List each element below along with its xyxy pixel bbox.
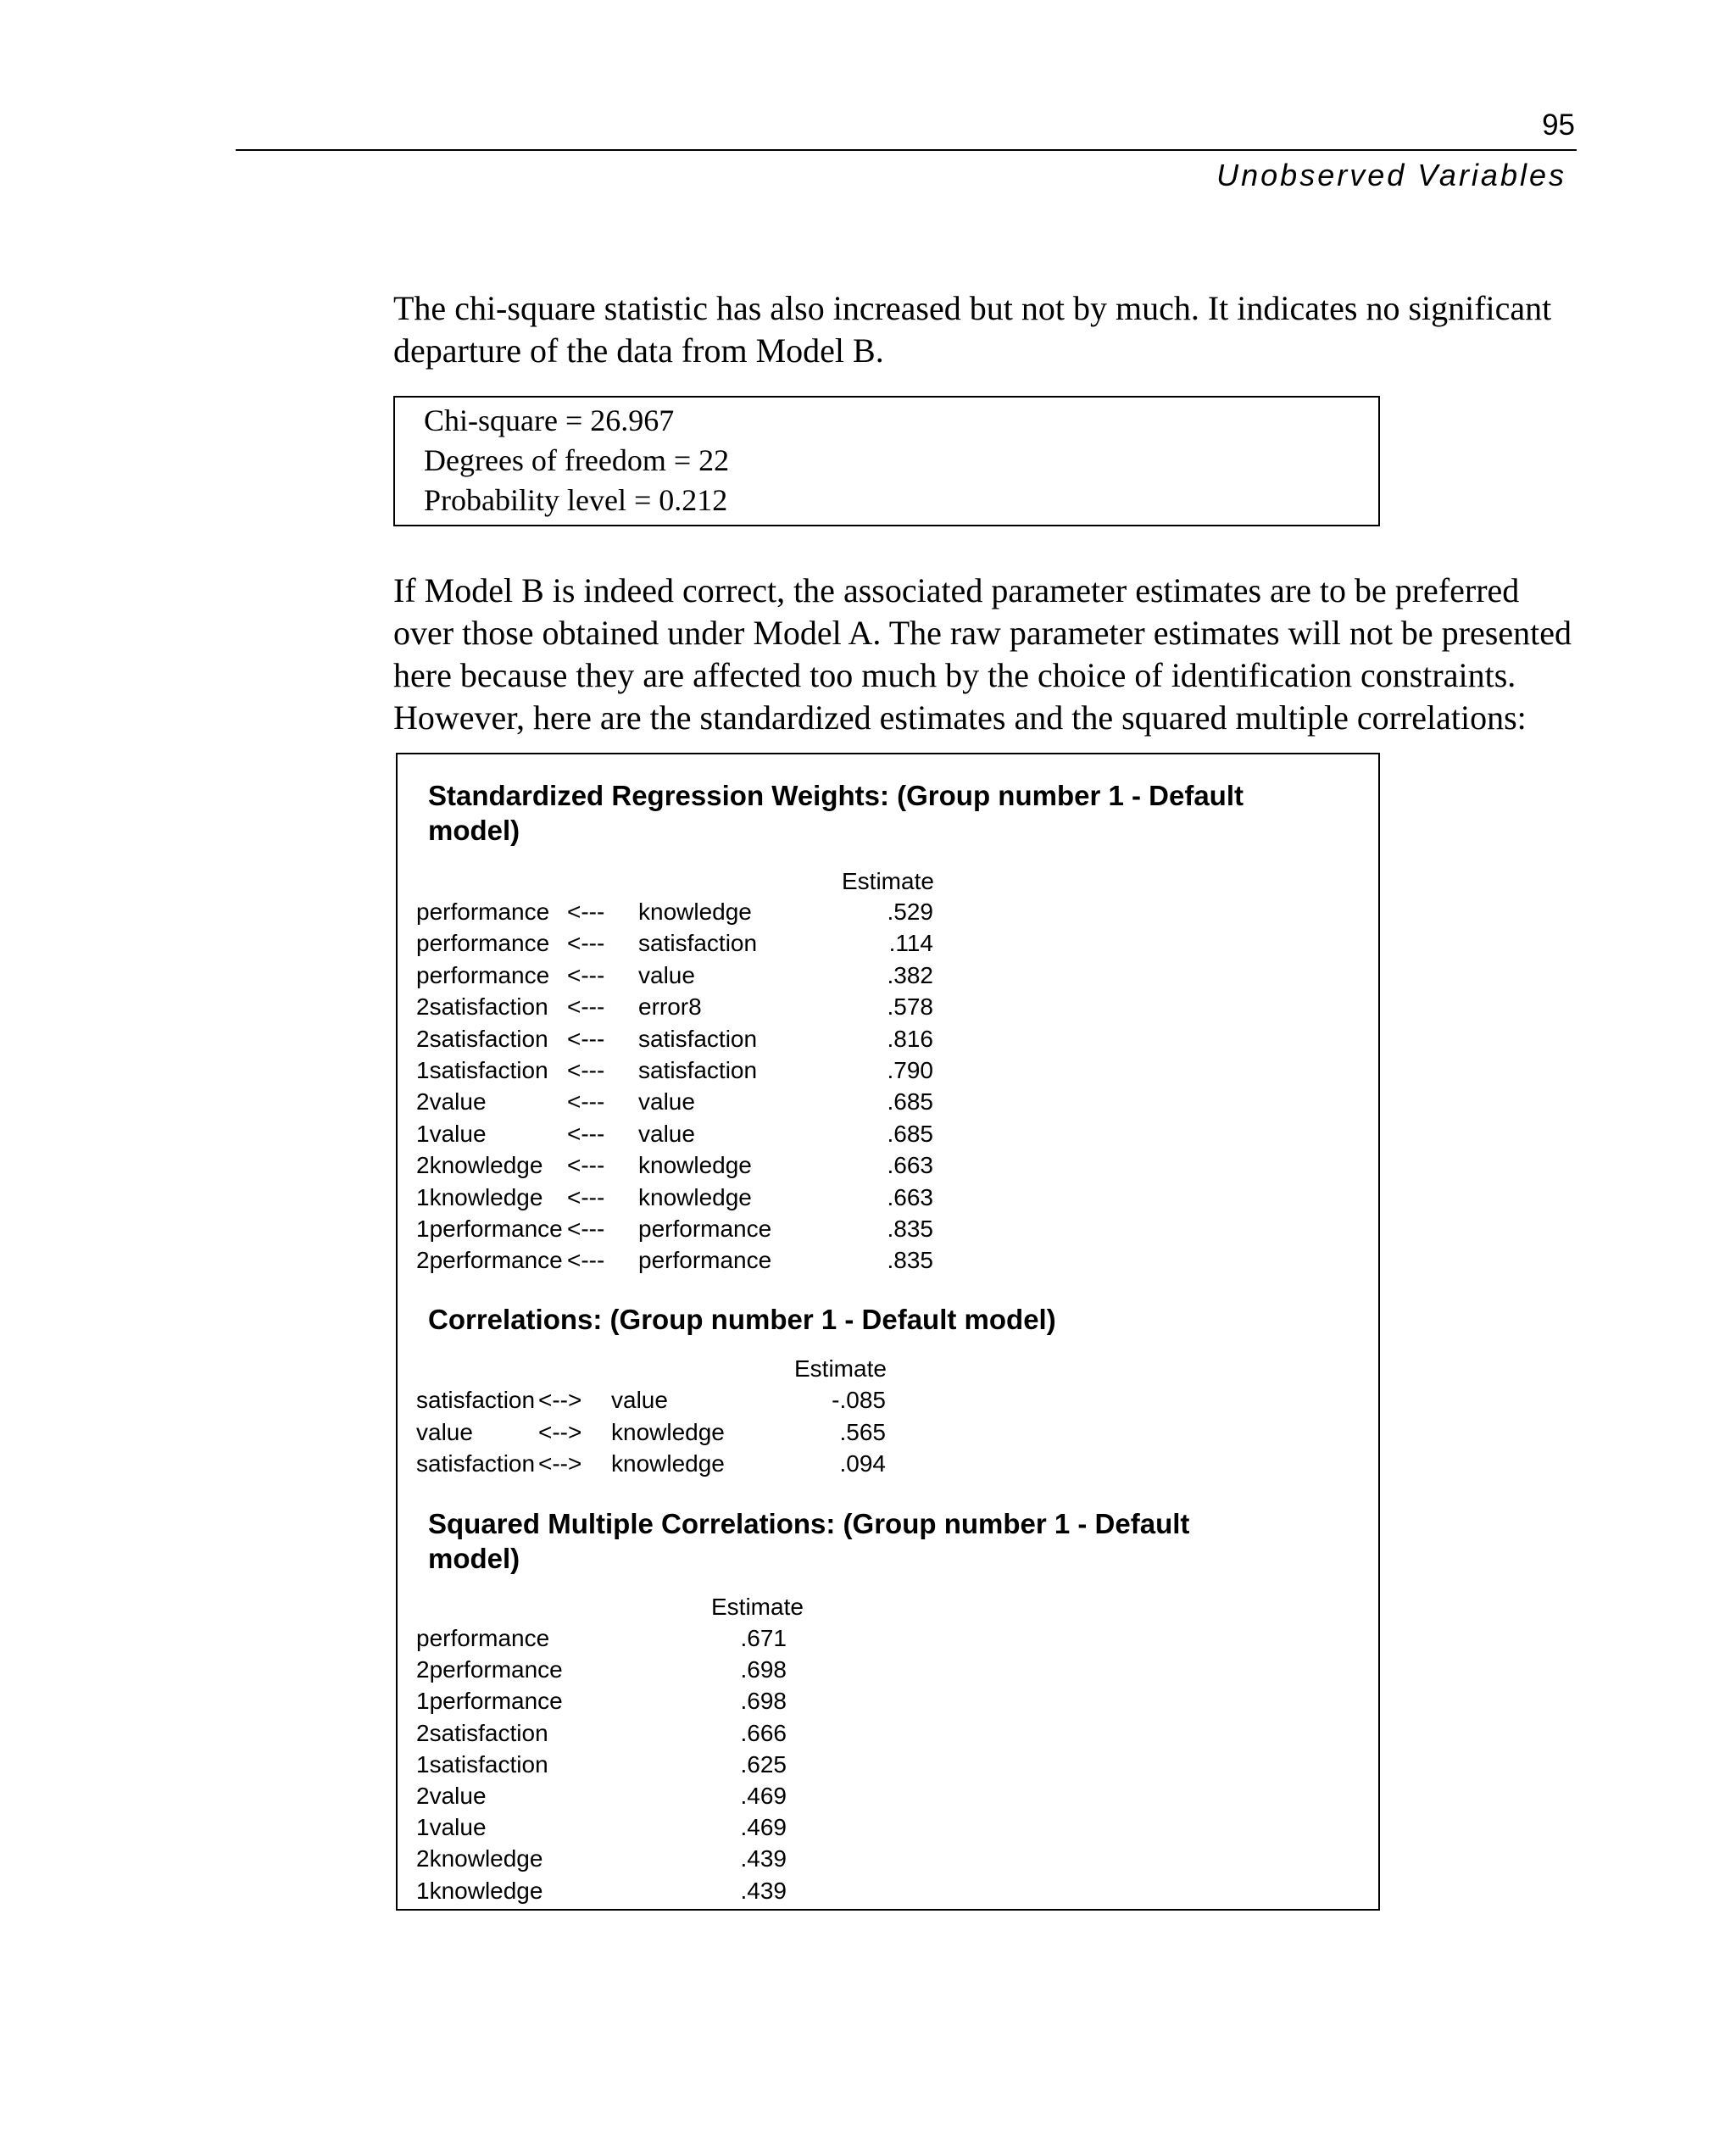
cell-dependent: 2satisfaction (416, 993, 548, 1021)
table-row (398, 1845, 1378, 1877)
regression-weights-title: Standardized Regression Weights: (Group number 1 - Default model) (428, 780, 1244, 846)
table-row (398, 1121, 1378, 1152)
cell-estimate: .685 (887, 1120, 933, 1147)
cell-estimate: .663 (887, 1183, 933, 1210)
cell-arrow: <--> (538, 1418, 582, 1445)
cell-predictor: performance (638, 1216, 772, 1242)
cell-predictor: performance (638, 1247, 772, 1274)
table-row (398, 899, 1378, 930)
paragraph-line: over those obtained under Model A. The raw parameter estimates will not be presented (393, 614, 1572, 652)
cell-estimate: .382 (887, 961, 933, 988)
running-title: Unobserved Variables (1216, 158, 1566, 192)
table-row (398, 1216, 1378, 1247)
cell-arrow: <--- (567, 1152, 605, 1179)
correlations-estimate-header: Estimate (794, 1355, 887, 1382)
table-row (398, 1026, 1378, 1057)
cell-variable: 2performance (416, 1656, 563, 1683)
cell-estimate: .469 (740, 1783, 787, 1809)
cell-estimate: .114 (888, 930, 933, 957)
cell-variable: 2knowledge (416, 1845, 543, 1872)
cell-var1: satisfaction (416, 1450, 536, 1477)
cell-dependent: performance (416, 961, 550, 988)
cell-dependent: 2value (416, 1088, 487, 1116)
paragraph-line: If Model B is indeed correct, the associated parameter estimates are to be preferred (393, 571, 1520, 609)
table-row (398, 930, 1378, 961)
cell-estimate: .666 (740, 1719, 787, 1746)
cell-predictor: satisfaction (638, 1057, 758, 1083)
cell-dependent: 2knowledge (416, 1152, 543, 1179)
cell-dependent: 2performance (416, 1247, 563, 1274)
table-row (398, 1878, 1378, 1909)
cell-estimate: .698 (740, 1688, 787, 1715)
cell-estimate: .671 (740, 1625, 787, 1651)
cell-predictor: knowledge (638, 1183, 752, 1210)
table-row (398, 1656, 1378, 1688)
cell-variable: 1value (416, 1814, 487, 1841)
table-row (398, 1057, 1378, 1088)
cell-dependent: 1performance (416, 1216, 563, 1242)
cell-dependent: 1value (416, 1120, 487, 1147)
table-row (398, 1450, 1378, 1482)
cell-estimate: .685 (887, 1088, 933, 1116)
table-row (398, 1152, 1378, 1183)
table-row (398, 1688, 1378, 1719)
cell-predictor: knowledge (638, 899, 752, 925)
cell-predictor: satisfaction (638, 930, 758, 957)
cell-dependent: performance (416, 899, 550, 925)
cell-var2: knowledge (611, 1418, 725, 1445)
cell-predictor: error8 (638, 993, 702, 1021)
cell-var2: value (611, 1387, 668, 1413)
cell-estimate: .816 (887, 1025, 933, 1052)
correlations-title: Correlations: (Group number 1 - Default model) (428, 1304, 1056, 1335)
cell-estimate: .835 (887, 1216, 933, 1242)
amos-output-box (396, 753, 1380, 1911)
cell-variable: 2satisfaction (416, 1719, 548, 1746)
cell-arrow: <--- (567, 993, 605, 1021)
cell-estimate: .094 (839, 1450, 886, 1477)
paragraph-line: The chi-square statistic has also increased but not by much. It indicates no significant (393, 289, 1552, 327)
cell-arrow: <--- (567, 899, 605, 925)
cell-arrow: <--- (567, 1120, 605, 1147)
cell-variable: 1performance (416, 1688, 563, 1715)
table-row (398, 1720, 1378, 1751)
cell-estimate: .578 (887, 993, 933, 1021)
estimates-paragraph (393, 570, 1580, 739)
header-rule (236, 149, 1577, 151)
cell-variable: 1knowledge (416, 1877, 543, 1904)
cell-arrow: <--- (567, 1183, 605, 1210)
chi-square-line: Chi-square = 26.967 (424, 403, 675, 437)
cell-dependent: 1knowledge (416, 1183, 543, 1210)
cell-predictor: value (638, 1088, 695, 1116)
cell-dependent: 2satisfaction (416, 1025, 548, 1052)
cell-variable: performance (416, 1625, 550, 1651)
smc-title: Squared Multiple Correlations: (Group number 1 - Default model) (428, 1508, 1190, 1574)
cell-var1: satisfaction (416, 1387, 536, 1413)
table-row (398, 1088, 1378, 1120)
paragraph-line: departure of the data from Model B. (393, 331, 884, 370)
cell-predictor: satisfaction (638, 1025, 758, 1052)
cell-var2: knowledge (611, 1450, 725, 1477)
cell-estimate: -.085 (832, 1387, 886, 1413)
cell-dependent: 1satisfaction (416, 1057, 548, 1083)
table-row (398, 1247, 1378, 1278)
cell-estimate: .469 (740, 1814, 787, 1841)
cell-arrow: <--- (567, 961, 605, 988)
cell-arrow: <--> (538, 1450, 582, 1477)
cell-predictor: value (638, 961, 695, 988)
cell-arrow: <--- (567, 1247, 605, 1274)
paragraph-line: However, here are the standardized estimates and the squared multiple correlations: (393, 698, 1527, 737)
cell-estimate: .835 (887, 1247, 933, 1274)
smc-estimate-header: Estimate (711, 1594, 804, 1620)
table-row (398, 1814, 1378, 1845)
intro-paragraph (393, 287, 1580, 372)
cell-predictor: value (638, 1120, 695, 1147)
cell-estimate: .663 (887, 1152, 933, 1179)
cell-var1: value (416, 1418, 473, 1445)
cell-arrow: <--> (538, 1387, 582, 1413)
table-row (398, 1751, 1378, 1783)
cell-estimate: .439 (740, 1845, 787, 1872)
table-row (398, 1387, 1378, 1418)
cell-estimate: .565 (839, 1418, 886, 1445)
cell-arrow: <--- (567, 1216, 605, 1242)
cell-predictor: knowledge (638, 1152, 752, 1179)
table-row (398, 993, 1378, 1025)
paragraph-line: here because they are affected too much by the choice of identification constraints. (393, 656, 1516, 694)
regression-estimate-header: Estimate (842, 868, 934, 894)
cell-estimate: .625 (740, 1750, 787, 1778)
cell-arrow: <--- (567, 1057, 605, 1083)
cell-arrow: <--- (567, 930, 605, 957)
table-row (398, 1625, 1378, 1656)
cell-estimate: .529 (887, 899, 933, 925)
table-row (398, 1419, 1378, 1450)
page-number: 95 (1542, 108, 1575, 142)
degrees-of-freedom-line: Degrees of freedom = 22 (424, 443, 730, 477)
cell-estimate: .439 (740, 1877, 787, 1904)
table-row (398, 962, 1378, 993)
table-row (398, 1783, 1378, 1814)
probability-level-line: Probability level = 0.212 (424, 483, 728, 517)
fit-statistics-box (393, 396, 1380, 526)
cell-variable: 2value (416, 1783, 487, 1809)
cell-dependent: performance (416, 930, 550, 957)
cell-estimate: .790 (887, 1057, 933, 1083)
cell-variable: 1satisfaction (416, 1750, 548, 1778)
cell-arrow: <--- (567, 1088, 605, 1116)
cell-estimate: .698 (740, 1656, 787, 1683)
cell-arrow: <--- (567, 1025, 605, 1052)
table-row (398, 1184, 1378, 1216)
